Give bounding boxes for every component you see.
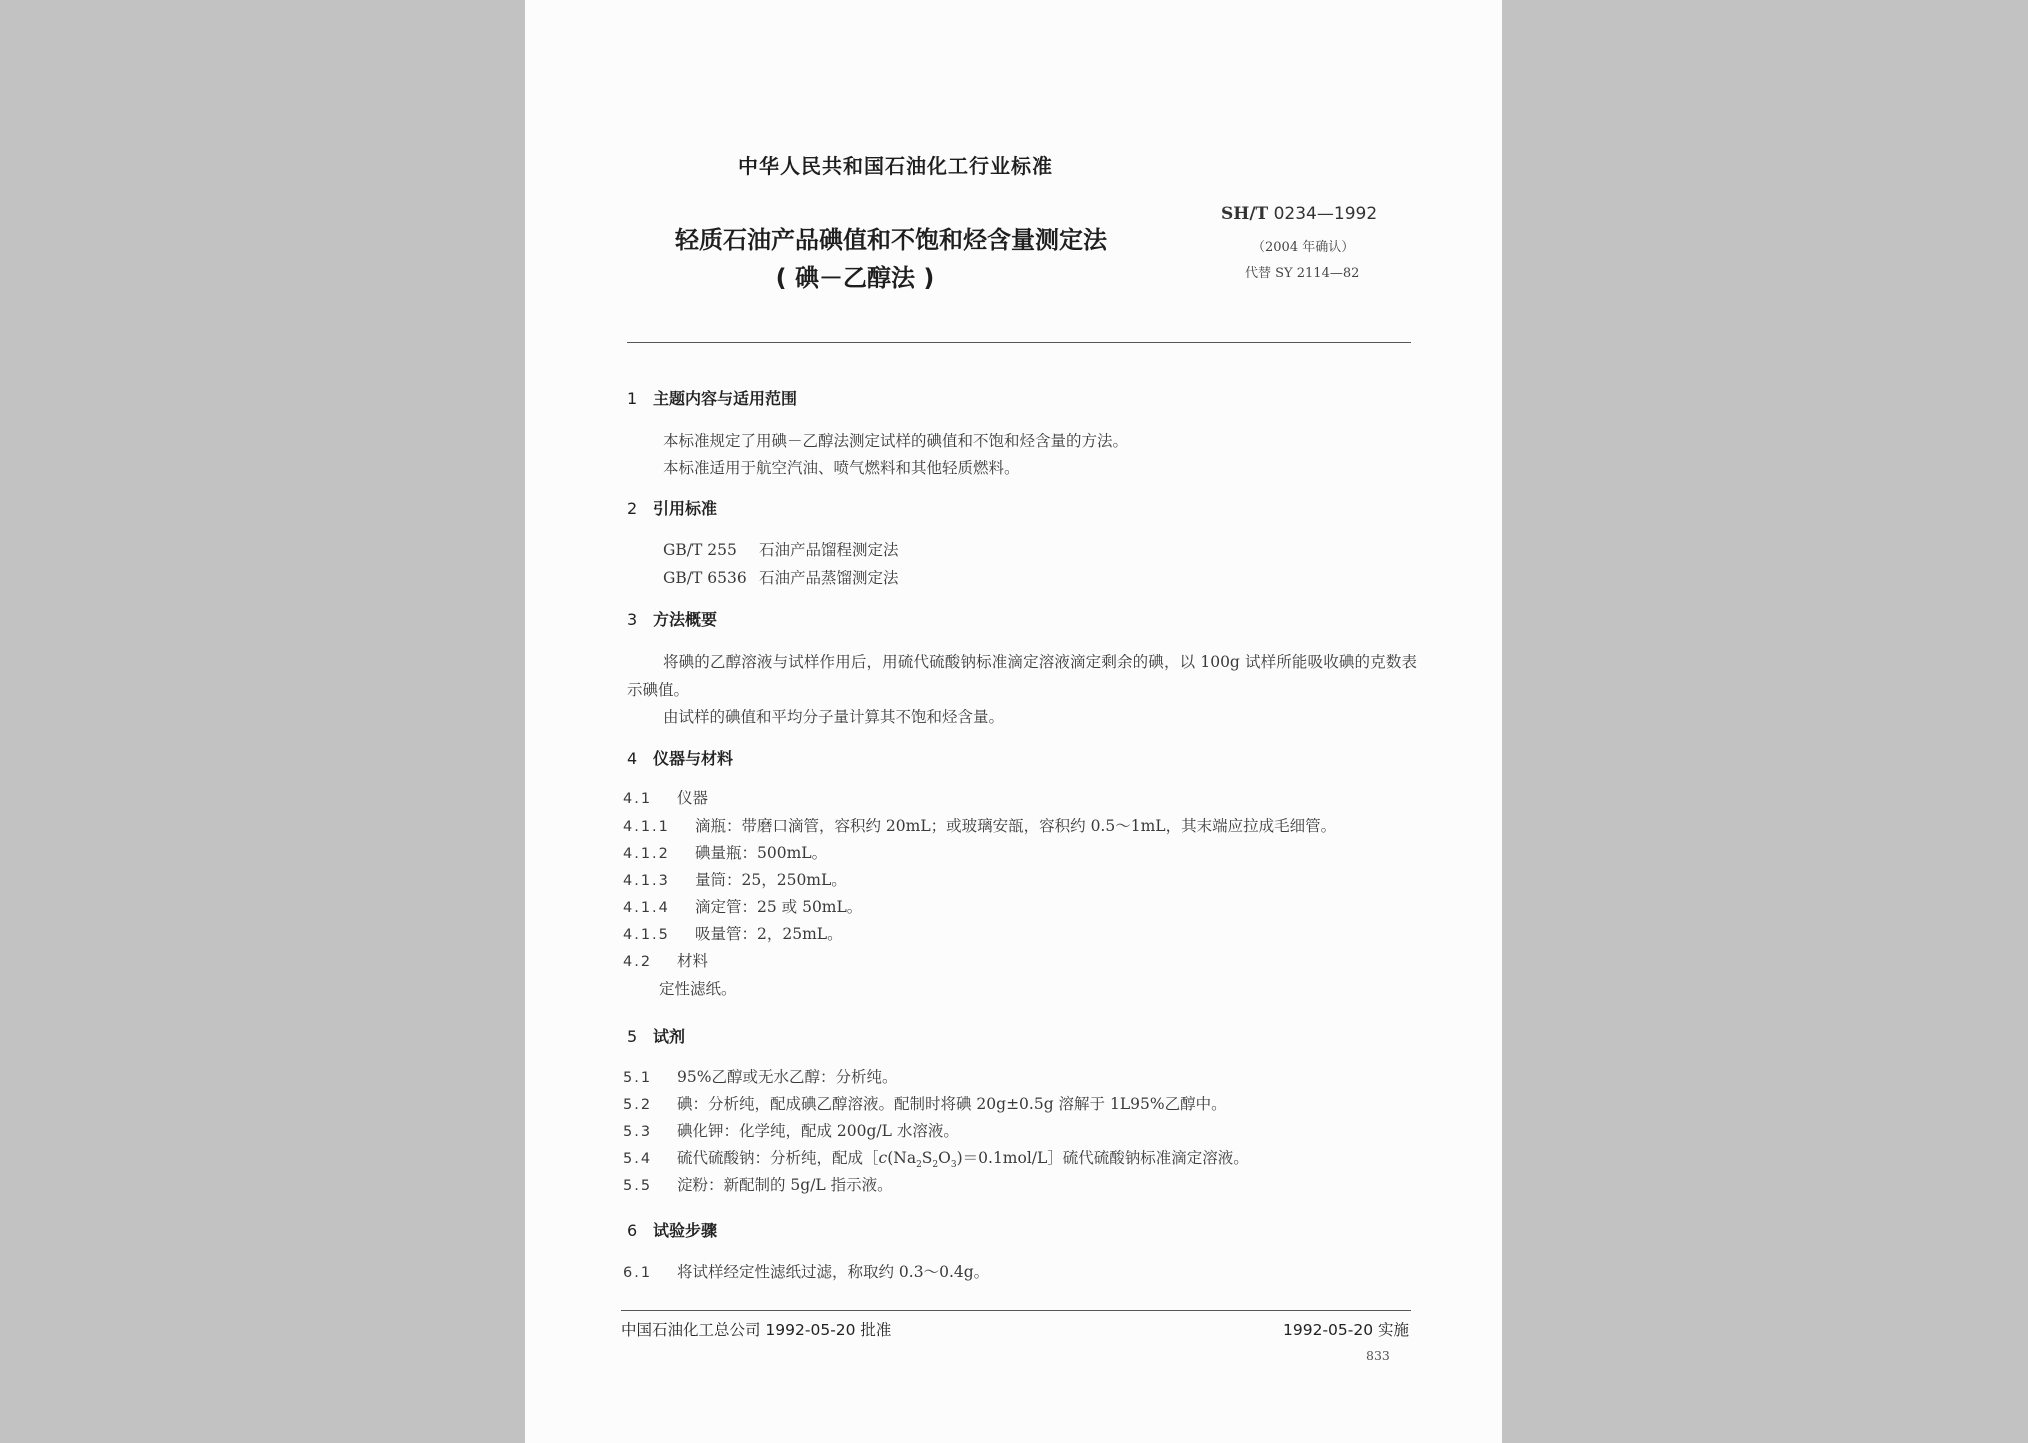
clause-number: 4.1 <box>623 791 653 807</box>
section-3-heading <box>627 607 717 630</box>
clause-item <box>623 841 827 863</box>
clause-text: 将试样经定性滤纸过滤，称取约 0.3～0.4g。 <box>677 1263 990 1281</box>
clause-text: 滴定管：25 或 50mL。 <box>695 898 863 916</box>
clause-text: 仪器 <box>677 789 709 807</box>
section-title: 引用标准 <box>653 499 718 518</box>
header-divider <box>627 342 1411 343</box>
clause-number: 5.1 <box>623 1070 653 1086</box>
clause-text <box>677 1149 1249 1171</box>
clause-number: 4.1.1 <box>623 819 670 835</box>
clause-text: 吸量管：2，25mL。 <box>695 925 843 943</box>
clause-number: 5.2 <box>623 1097 653 1113</box>
clause-number: 4.1.5 <box>623 927 670 943</box>
approval-line: 中国石油化工总公司 1992-05-20 批准 <box>621 1321 892 1339</box>
clause-number: 5.5 <box>623 1178 653 1194</box>
clause-item <box>623 1173 893 1195</box>
clause-4-2-body: 定性滤纸。 <box>659 980 737 998</box>
clause-4-1 <box>623 786 708 808</box>
section-number: 4 <box>627 749 638 768</box>
formula-part: (Na <box>887 1149 917 1167</box>
clause-text: 碘化钾：化学纯，配成 200g/L 水溶液。 <box>677 1122 959 1140</box>
clause-number: 4.1.4 <box>623 900 670 916</box>
clause-item <box>623 895 862 917</box>
clause-text: 材料 <box>677 952 709 970</box>
section-title: 主题内容与适用范围 <box>653 389 798 408</box>
clause-item <box>623 1065 897 1087</box>
implementation-line: 1992-05-20 实施 <box>1283 1321 1410 1339</box>
clause-number: 4.1.2 <box>623 846 670 862</box>
clause-text: 碘量瓶：500mL。 <box>695 844 828 862</box>
formula-subscript: 2 <box>932 1160 939 1171</box>
footer-divider <box>621 1310 1411 1311</box>
clause-number: 4.1.3 <box>623 873 670 889</box>
replaces-note: 代替 SY 2114—82 <box>1245 266 1360 281</box>
formula-subscript: 3 <box>950 1160 957 1171</box>
section-number: 3 <box>627 610 638 629</box>
section-number: 2 <box>627 499 638 518</box>
formula-part: O <box>938 1149 951 1167</box>
section-2-heading <box>627 496 717 519</box>
section-title: 试剂 <box>653 1027 686 1046</box>
formula-part: 硫代硫酸钠：分析纯，配成［ <box>677 1149 879 1167</box>
page-number: 833 <box>1366 1348 1390 1363</box>
section-6-heading <box>627 1218 717 1241</box>
reference-code: GB/T 6536 <box>663 569 747 587</box>
reference-code: GB/T 255 <box>663 541 737 559</box>
section-1-paragraph-1: 本标准规定了用碘－乙醇法测定试样的碘值和不饱和烃含量的方法。 <box>663 432 1129 450</box>
formula-symbol: c <box>878 1149 888 1167</box>
clause-text: 碘：分析纯，配成碘乙醇溶液。配制时将碘 20g±0.5g 溶解于 1L95%乙醇中。 <box>677 1095 1227 1113</box>
standard-code-number: 0234—1992 <box>1273 204 1378 224</box>
standard-code <box>1221 204 1377 224</box>
section-4-heading <box>627 746 733 769</box>
document-page <box>525 0 1502 1443</box>
section-number: 5 <box>627 1027 638 1046</box>
document-title: 轻质石油产品碘值和不饱和烃含量测定法 <box>675 226 1107 254</box>
section-number: 1 <box>627 389 638 408</box>
clause-number: 5.4 <box>623 1151 653 1167</box>
reference-item <box>663 538 899 560</box>
clause-number: 6.1 <box>623 1265 653 1281</box>
standard-code-prefix: SH/T <box>1221 204 1269 224</box>
reference-item <box>663 566 899 588</box>
clause-item <box>623 868 847 890</box>
clause-text: 滴瓶：带磨口滴管，容积约 20mL；或玻璃安瓿，容积约 0.5～1mL，其末端应拉成毛细管。 <box>695 817 1337 835</box>
clause-item <box>623 1260 989 1282</box>
issuing-authority: 中华人民共和国石油化工行业标准 <box>738 154 1053 178</box>
formula-subscript: 2 <box>916 1160 922 1171</box>
section-title: 仪器与材料 <box>653 749 734 768</box>
clause-item <box>623 814 1336 836</box>
formula-part: S <box>921 1149 933 1167</box>
section-3-paragraph-2: 由试样的碘值和平均分子量计算其不饱和烃含量。 <box>663 708 1005 726</box>
confirmation-note: （2004 年确认） <box>1252 240 1355 255</box>
section-1-paragraph-2: 本标准适用于航空汽油、喷气燃料和其他轻质燃料。 <box>663 459 1020 477</box>
section-5-heading <box>627 1024 685 1047</box>
clause-item <box>623 1092 1227 1114</box>
reference-name: 石油产品蒸馏测定法 <box>759 569 899 587</box>
document-subtitle: ( 碘－乙醇法 ) <box>775 264 935 292</box>
clause-item <box>623 922 843 944</box>
section-1-heading <box>627 386 797 409</box>
reference-name: 石油产品馏程测定法 <box>759 541 899 559</box>
clause-item <box>623 1146 1249 1170</box>
clause-text: 淀粉：新配制的 5g/L 指示液。 <box>677 1176 893 1194</box>
clause-4-2 <box>623 949 708 971</box>
section-title: 方法概要 <box>653 610 718 629</box>
section-number: 6 <box>627 1221 638 1240</box>
clause-text: 量筒：25，250mL。 <box>695 871 847 889</box>
clause-item <box>623 1119 959 1141</box>
section-title: 试验步骤 <box>653 1221 718 1240</box>
formula-part: )＝0.1mol/L］硫代硫酸钠标准滴定溶液。 <box>956 1149 1249 1167</box>
clause-text: 95%乙醇或无水乙醇：分析纯。 <box>677 1068 898 1086</box>
section-3-paragraph-1: 将碘的乙醇溶液与试样作用后，用硫代硫酸钠标准滴定溶液滴定剩余的碘，以 100g 试样所能吸收碘的克数表示碘值。 <box>627 653 1417 699</box>
clause-number: 4.2 <box>623 954 653 970</box>
clause-number: 5.3 <box>623 1124 653 1140</box>
